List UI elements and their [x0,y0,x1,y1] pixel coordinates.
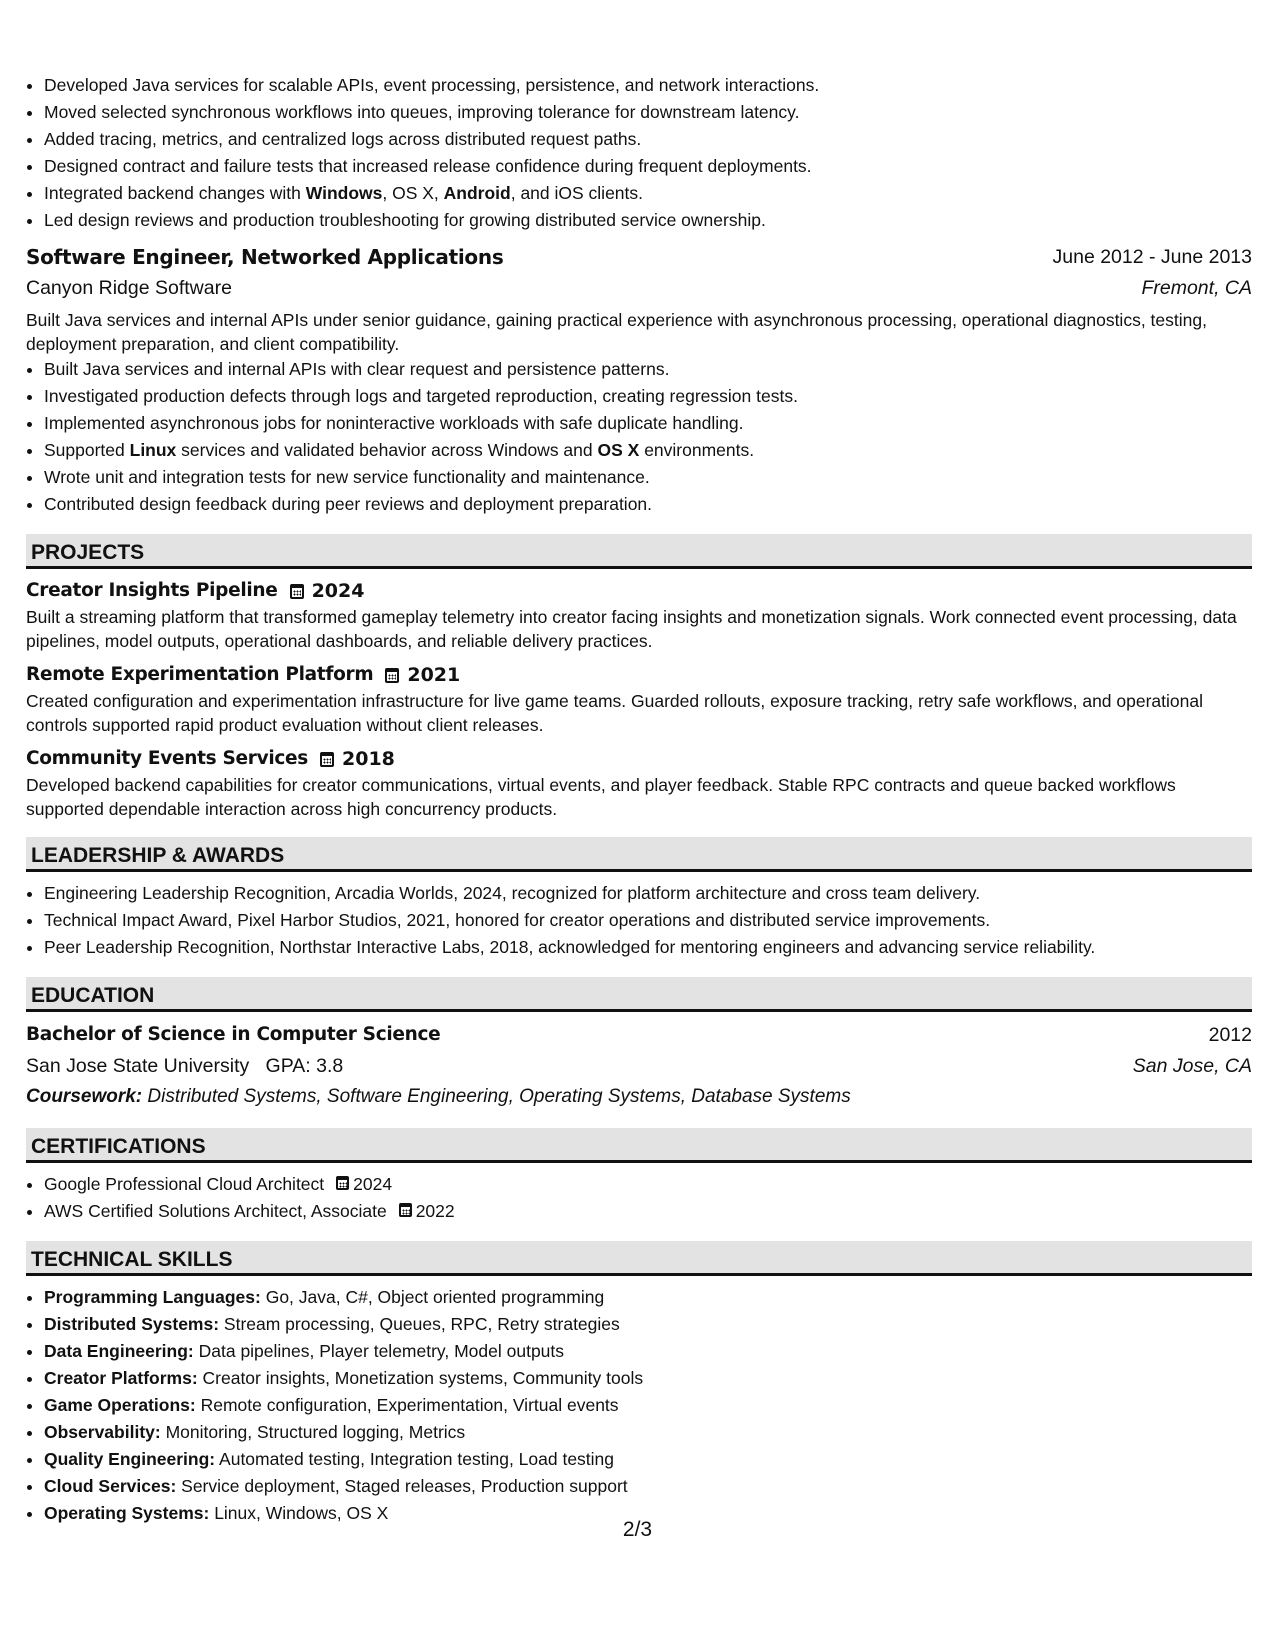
list-item [44,410,1252,437]
bold-text: Windows [305,183,383,203]
skill-label: Programming Languages: [44,1287,261,1307]
skill-item [44,1365,1252,1392]
text: Added tracing, metrics, and centralized logs across distributed request paths. [44,129,642,149]
page-number: 2/3 [622,1518,653,1541]
skill-item [44,1473,1252,1500]
text: services and validated behavior across Windows and [176,440,598,460]
project-name: Remote Experimentation Platform [26,664,374,685]
leadership-list [26,880,1252,961]
text: Built Java services and internal APIs with clear request and persistence patterns. [44,359,670,379]
skill-value: Stream processing, Queues, RPC, Retry strategies [219,1314,620,1334]
project-description: Created configuration and experimentation infrastructure for live game teams. Guarded rollouts, exposure tracking, retry safe workflows, and operational controls supported rapid product evaluation without client releases. [26,691,1203,735]
list-item [44,383,1252,410]
project-title-row [26,661,1252,689]
education-header [26,1020,1252,1050]
project-title-row [26,577,1252,605]
section-header-leadership [26,837,1252,872]
projects-list [26,577,1252,821]
list-item [44,180,1252,207]
job-header [26,242,1252,272]
calendar-icon [336,1176,349,1190]
text: Supported [44,440,130,460]
section-header-education [26,977,1252,1012]
certification-name: AWS Certified Solutions Architect, Associate [44,1201,387,1221]
text: Developed Java services for scalable APIs, event processing, persistence, and network interactions. [44,75,820,95]
project-description: Built a streaming platform that transformed gameplay telemetry into creator facing insights and monetization signals. Work connected event processing, data pipelines, model outputs, operational dashboards, and reliable delivery practices. [26,607,1237,651]
list-item: • Engineering Leadership Recognition, Arcadia Worlds, 2024, recognized for platform architecture and cross team delivery. [44,880,1252,907]
list-item [44,356,1252,383]
education-subheader [26,1050,1252,1082]
project-description: Developed backend capabilities for creator communications, virtual events, and player feedback. Stable RPC contracts and queue backed workflows supported dependable interaction across high concurrency products. [26,775,1176,819]
text: environments. [639,440,755,460]
list-item [44,72,1252,99]
certifications-list [26,1171,1252,1225]
skill-value: Monitoring, Structured logging, Metrics [160,1422,466,1442]
section-title: TECHNICAL SKILLS [31,1248,233,1271]
previous-job-bullets [26,72,1252,234]
text: Moved selected synchronous workflows into queues, improving tolerance for downstream latency. [44,102,800,122]
resume-page [26,72,1252,1527]
text: Designed contract and failure tests that increased release confidence during frequent deployments. [44,156,812,176]
skill-value: Go, Java, C#, Object oriented programming [260,1287,605,1307]
list-item: • Technical Impact Award, Pixel Harbor Studios, 2021, honored for creator operations and distributed service improvements. [44,907,1252,934]
list-item [44,491,1252,518]
list-item [44,207,1252,234]
coursework-list: Distributed Systems, Software Engineering, Operating Systems, Database Systems [147,1086,851,1107]
certification-year: 2024 [353,1174,393,1194]
project-year: 2024 [311,580,365,602]
section-title: PROJECTS [31,541,145,564]
job-location: Fremont, CA [1141,277,1252,299]
calendar-icon [385,668,399,683]
skill-value: Linux, Windows, OS X [209,1503,389,1523]
list-item [44,153,1252,180]
skill-value: Service deployment, Staged releases, Production support [176,1476,628,1496]
education-location: San Jose, CA [1132,1055,1252,1077]
calendar-icon [399,1203,412,1217]
section-title: EDUCATION [31,984,155,1007]
certification-name: Google Professional Cloud Architect [44,1174,325,1194]
bold-text: OS X [597,440,640,460]
coursework-label: Coursework: [26,1086,143,1107]
skill-item [44,1446,1252,1473]
calendar-icon [320,752,334,767]
coursework [26,1082,1252,1112]
job-title: Software Engineer, Networked Applications [26,245,504,269]
text: , OS X, [382,183,444,203]
project-year: 2021 [407,664,461,686]
skill-label: Observability: [44,1422,161,1442]
skill-item [44,1311,1252,1338]
company-name: Canyon Ridge Software [26,277,232,299]
project-year: 2018 [342,748,395,770]
text: Led design reviews and production troubleshooting for growing distributed service ownership. [44,210,766,230]
skill-label: Operating Systems: [44,1503,210,1523]
skill-item [44,1392,1252,1419]
list-item [44,464,1252,491]
project [26,577,1252,653]
bold-text: Android [443,183,511,203]
project-name: Community Events Services [26,748,308,769]
list-item: • Peer Leadership Recognition, Northstar Interactive Labs, 2018, acknowledged for mentoring engineers and advancing service reliability. [44,934,1252,961]
text: Investigated production defects through logs and targeted reproduction, creating regression tests. [44,386,798,406]
skill-value: Remote configuration, Experimentation, Virtual events [195,1395,619,1415]
bold-text: Linux [129,440,177,460]
list-item [44,1198,1252,1225]
skill-label: Data Engineering: [44,1341,194,1361]
list-item [44,437,1252,464]
job-subheader [26,272,1252,304]
list-item [44,126,1252,153]
section-title: CERTIFICATIONS [31,1135,206,1158]
degree: Bachelor of Science in Computer Science [26,1024,441,1045]
section-header-skills [26,1241,1252,1276]
certification-year: 2022 [415,1201,455,1221]
job-dates: June 2012 - June 2013 [1052,246,1252,268]
project [26,745,1252,821]
skill-item [44,1338,1252,1365]
skill-value: Data pipelines, Player telemetry, Model outputs [193,1341,565,1361]
section-header-certifications [26,1128,1252,1163]
skill-label: Quality Engineering: [44,1449,216,1469]
project [26,661,1252,737]
job-bullets [26,356,1252,518]
text: Contributed design feedback during peer reviews and deployment preparation. [44,494,653,514]
text: Implemented asynchronous jobs for noninteractive workloads with safe duplicate handling. [44,413,744,433]
calendar-icon [290,584,304,599]
gpa: GPA: 3.8 [265,1055,344,1077]
skill-label: Cloud Services: [44,1476,177,1496]
list-item [44,1171,1252,1198]
text: Integrated backend changes with [44,183,306,203]
education-year: 2012 [1208,1024,1252,1046]
job-summary: Built Java services and internal APIs under senior guidance, gaining practical experience with asynchronous processing, operational diagnostics, testing, deployment preparation, and client compatibility. [26,310,1207,354]
project-title-row [26,745,1252,773]
list-item [44,99,1252,126]
skill-label: Game Operations: [44,1395,196,1415]
school-line [26,1050,343,1082]
skill-item [44,1419,1252,1446]
project-name: Creator Insights Pipeline [26,580,278,601]
section-title: LEADERSHIP & AWARDS [31,844,285,867]
skills-list [26,1284,1252,1527]
school-name: San Jose State University [26,1055,250,1077]
skill-item [44,1284,1252,1311]
skill-label: Creator Platforms: [44,1368,198,1388]
skill-label: Distributed Systems: [44,1314,220,1334]
text: , and iOS clients. [510,183,644,203]
skill-value: Automated testing, Integration testing, Load testing [215,1449,615,1469]
skill-value: Creator insights, Monetization systems, Community tools [197,1368,644,1388]
section-header-projects [26,534,1252,569]
text: Wrote unit and integration tests for new service functionality and maintenance. [44,467,650,487]
